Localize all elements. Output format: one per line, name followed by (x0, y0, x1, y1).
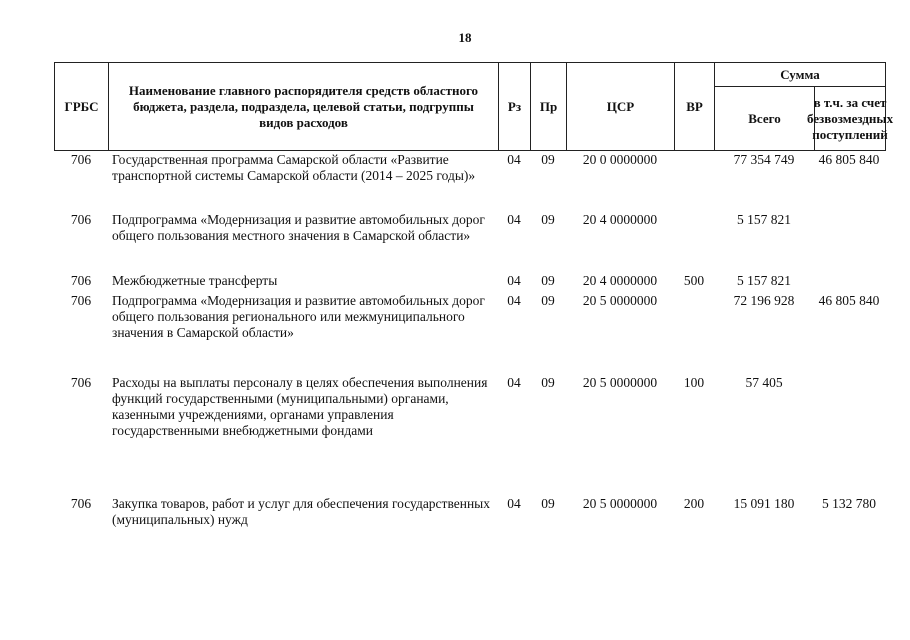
cell-rz: 04 (507, 152, 521, 167)
cell-csr: 20 4 0000000 (582, 212, 658, 227)
header-vr: ВР (675, 63, 715, 150)
cell-rz: 04 (507, 273, 521, 288)
cell-grbs: 706 (70, 293, 92, 308)
cell-total: 57 405 (745, 375, 783, 390)
cell-csr: 20 5 0000000 (582, 375, 658, 390)
cell-total: 72 196 928 (733, 293, 795, 308)
header-total: Всего (715, 87, 815, 150)
cell-vr: 500 (683, 273, 705, 288)
header-name: Наименование главного распорядителя средств областного бюджета, раздела, подраздела, целевой статьи, подгруппы видов расходов (109, 63, 499, 150)
cell-rz: 04 (507, 496, 521, 511)
cell-name: Расходы на выплаты персоналу в целях обеспечения выполнения функций государственными (муниципальными) органами, казенными учреждениями, органами управления государственными внебюджетными фондами (112, 375, 488, 438)
cell-pr: 09 (541, 152, 555, 167)
cell-total: 15 091 180 (733, 496, 795, 511)
cell-grbs: 706 (70, 152, 92, 167)
cell-pr: 09 (541, 496, 555, 511)
page-number: 18 (458, 30, 472, 45)
cell-total: 77 354 749 (733, 152, 795, 167)
cell-total: 5 157 821 (737, 273, 791, 288)
header-free: в т.ч. за счет безвозмездных поступлений (806, 94, 894, 142)
header-rz: Рз (499, 63, 531, 150)
cell-rz: 04 (507, 293, 521, 308)
cell-total: 5 157 821 (737, 212, 791, 227)
cell-pr: 09 (541, 273, 555, 288)
cell-name: Межбюджетные трансферты (112, 273, 278, 288)
cell-name: Государственная программа Самарской области «Развитие транспортной системы Самарской области (2014 – 2025 годы)» (112, 152, 476, 183)
cell-rz: 04 (507, 212, 521, 227)
cell-name: Подпрограмма «Модернизация и развитие автомобильных дорог общего пользования регионального или межмуниципального значения в Самарской области» (112, 293, 485, 340)
cell-vr: 200 (683, 496, 705, 511)
cell-pr: 09 (541, 212, 555, 227)
header-sum: Сумма (715, 63, 885, 87)
cell-grbs: 706 (70, 496, 92, 511)
cell-free: 46 805 840 (818, 293, 880, 308)
cell-rz: 04 (507, 375, 521, 390)
header-grbs: ГРБС (55, 63, 109, 150)
cell-free: 5 132 780 (822, 496, 876, 511)
cell-csr: 20 5 0000000 (582, 293, 658, 308)
cell-csr: 20 4 0000000 (582, 273, 658, 288)
cell-pr: 09 (541, 293, 555, 308)
cell-name: Подпрограмма «Модернизация и развитие автомобильных дорог общего пользования местного значения в Самарской области» (112, 212, 485, 243)
header-pr: Пр (531, 63, 567, 150)
table-header (54, 62, 894, 151)
cell-grbs: 706 (70, 375, 92, 390)
cell-pr: 09 (541, 375, 555, 390)
header-csr: ЦСР (567, 63, 675, 150)
cell-grbs: 706 (70, 212, 92, 227)
cell-name: Закупка товаров, работ и услуг для обеспечения государственных (муниципальных) нужд (112, 496, 491, 527)
cell-vr: 100 (683, 375, 705, 390)
cell-free: 46 805 840 (818, 152, 880, 167)
cell-csr: 20 5 0000000 (582, 496, 658, 511)
cell-csr: 20 0 0000000 (582, 152, 658, 167)
cell-grbs: 706 (70, 273, 92, 288)
